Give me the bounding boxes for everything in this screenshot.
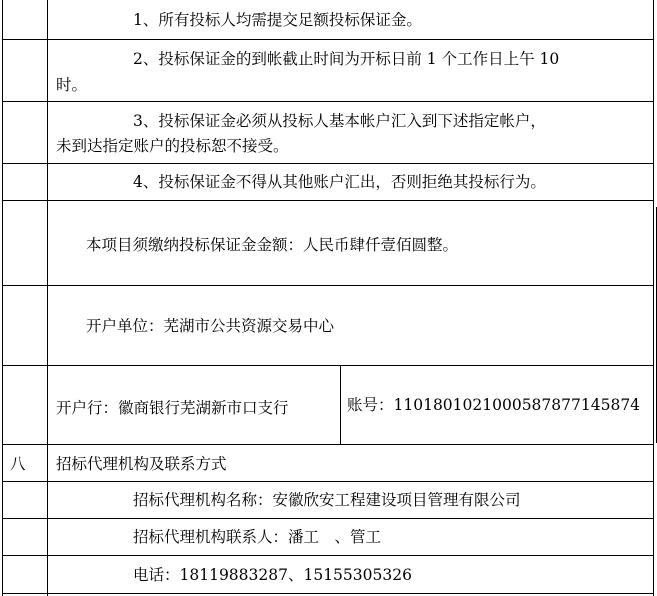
table-left-border: [2, 0, 3, 596]
row-divider: [2, 555, 654, 556]
table-right-border: [653, 0, 654, 596]
row-divider: [2, 101, 654, 102]
account-number: 账号：11018010210005878771458​74: [347, 396, 641, 414]
row-divider: [2, 200, 654, 201]
agency-phone: 电话：18119883287、15155305326: [133, 566, 412, 584]
row-divider: [2, 518, 654, 519]
row-divider: [2, 444, 654, 445]
deposit-rule-3-line-2: 未到达指定账户的投标恕不接受。: [56, 137, 289, 155]
row-divider: [2, 481, 654, 482]
deposit-rule-2-line-2: 时。: [56, 76, 88, 94]
section-number: 八: [10, 455, 26, 473]
row-divider: [2, 163, 654, 164]
section-title: 招标代理机构及联系方式: [56, 455, 227, 473]
agency-contact: 招标代理机构联系人：潘工 、管工: [133, 528, 382, 546]
deposit-rule-4: 4、投标保证金不得从其他账户汇出，否则拒绝其投标行为。: [133, 173, 546, 191]
deposit-rule-2-line-1: 2、投标保证金的到帐截止时间为开标日前 1 个工作日上午 10: [133, 50, 560, 68]
bank-name: 开户行：徽商银行芜湖新市口支行: [56, 399, 289, 417]
table-column-divider: [47, 0, 48, 596]
payee-unit: 开户单位：芜湖市公共资源交易中心: [86, 317, 335, 335]
agency-name: 招标代理机构名称：安徽欣安工程建设项目管理有限公司: [133, 491, 521, 509]
row-divider: [2, 365, 654, 366]
account-cell-divider: [340, 365, 341, 444]
row-divider: [2, 39, 654, 40]
deposit-rule-3-line-1: 3、投标保证金必须从投标人基本帐户汇入到下述指定帐户，: [133, 112, 546, 130]
deposit-rule-1: 1、所有投标人均需提交足额投标保证金。: [133, 11, 422, 29]
row-divider: [2, 285, 654, 286]
deposit-amount: 本项目须缴纳投标保证金金额：人民币肆仟壹佰圆整。: [86, 236, 459, 254]
row-divider: [2, 593, 654, 594]
